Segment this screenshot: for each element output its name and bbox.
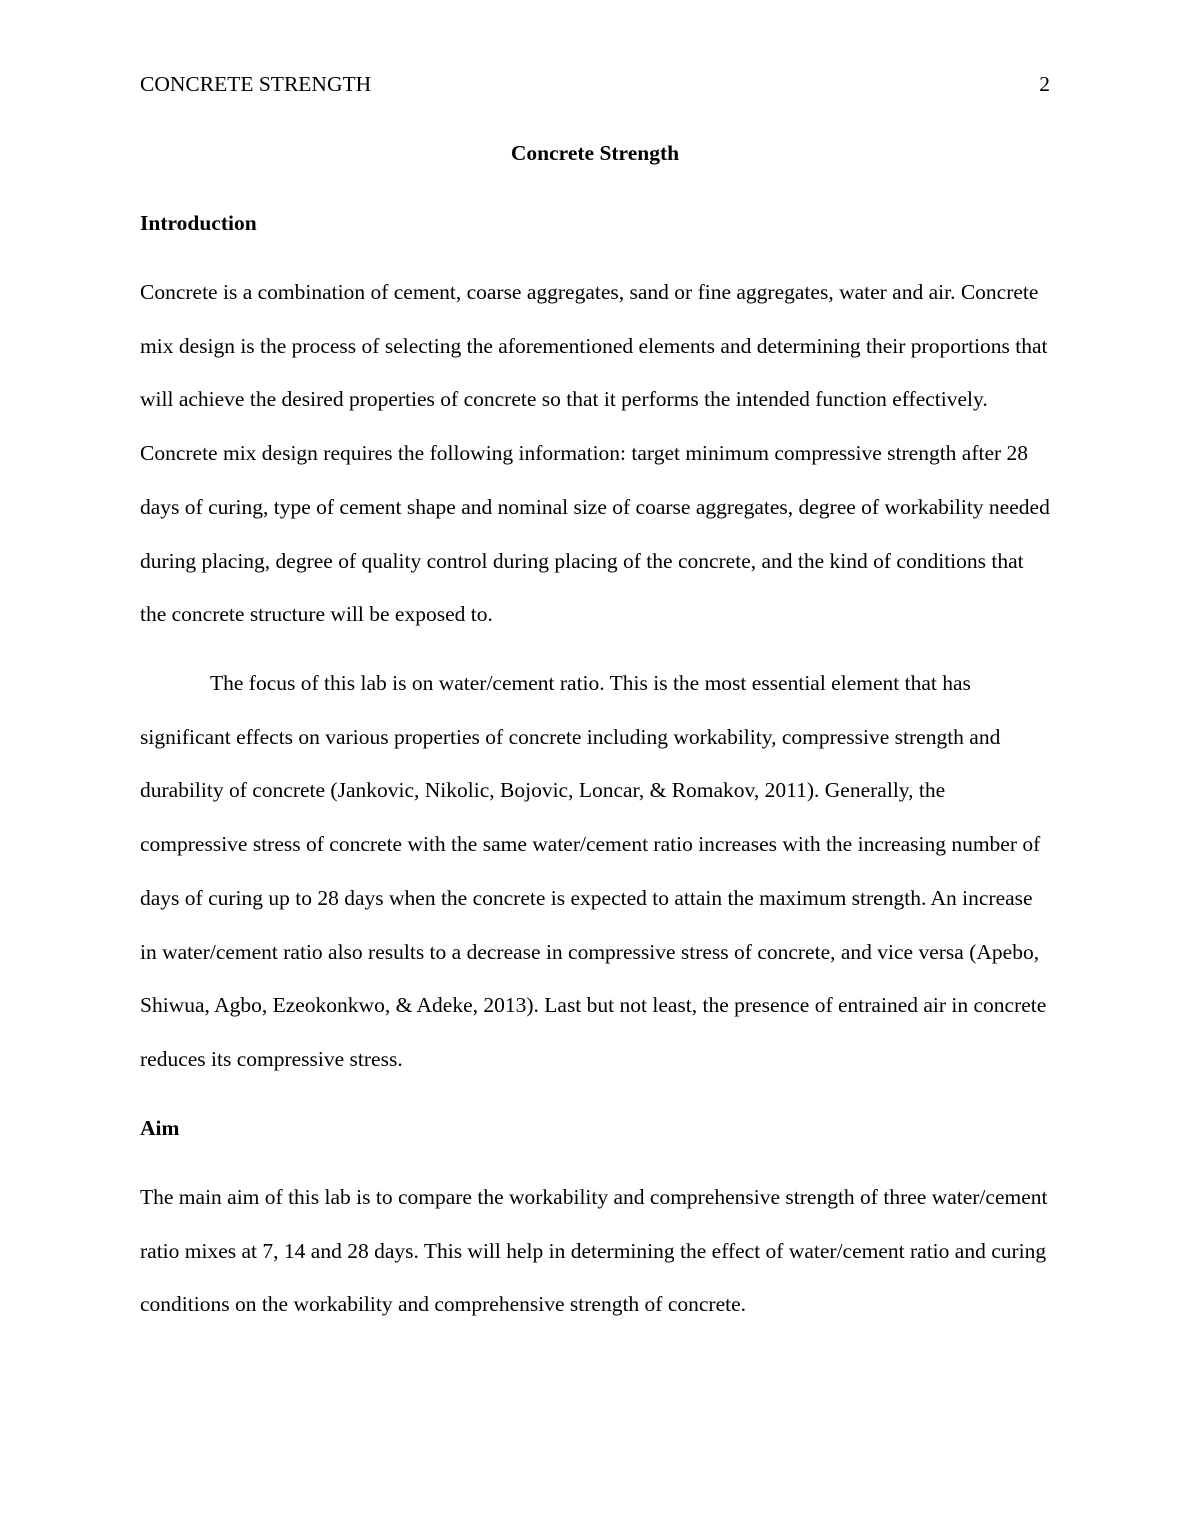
aim-paragraph: The main aim of this lab is to compare the workability and comprehensive strength of three water/cement ratio mixes at 7, 14 and 28 days. This will help in determining the effect of water/cement ratio and curing conditions on the workability and comprehensive strength of concrete. xyxy=(140,1185,1048,1317)
running-head xyxy=(140,72,1050,98)
document-title: Concrete Strength xyxy=(510,141,680,165)
introduction-paragraph-1: Concrete is a combination of cement, coarse aggregates, sand or fine aggregates, water and air. Concrete mix design is the process of selecting the aforementioned elements and determining their proportions that will achieve the desired properties of concrete so that it performs the intended function effectively. Concrete mix design requires the following information: target minimum compressive strength after 28 days of curing, type of cement shape and nominal size of coarse aggregates, degree of workability needed during placing, degree of quality control during placing of the concrete, and the kind of conditions that the concrete structure will be exposed to. xyxy=(140,280,1050,627)
section-heading-aim: Aim xyxy=(140,1116,180,1140)
introduction-paragraph-2: The focus of this lab is on water/cement ratio. This is the most essential element that has significant effects on various properties of concrete including workability, compressive strength and durability of concrete (Jankovic, Nikolic, Bojovic, Loncar, & Romakov, 2011). Generally, the compressive stress of concrete with the same water/cement ratio increases with the increasing number of days of curing up to 28 days when the concrete is expected to attain the maximum strength. An increase in water/cement ratio also results to a decrease in compressive stress of concrete, and vice versa (Apebo, Shiwua, Agbo, Ezeokonkwo, & Adeke, 2013). Last but not least, the presence of entrained air in concrete reduces its compressive stress. xyxy=(140,671,1047,1071)
running-head-title: CONCRETE STRENGTH xyxy=(140,72,372,96)
page-number: 2 xyxy=(1039,72,1050,96)
section-heading-introduction: Introduction xyxy=(140,211,257,235)
